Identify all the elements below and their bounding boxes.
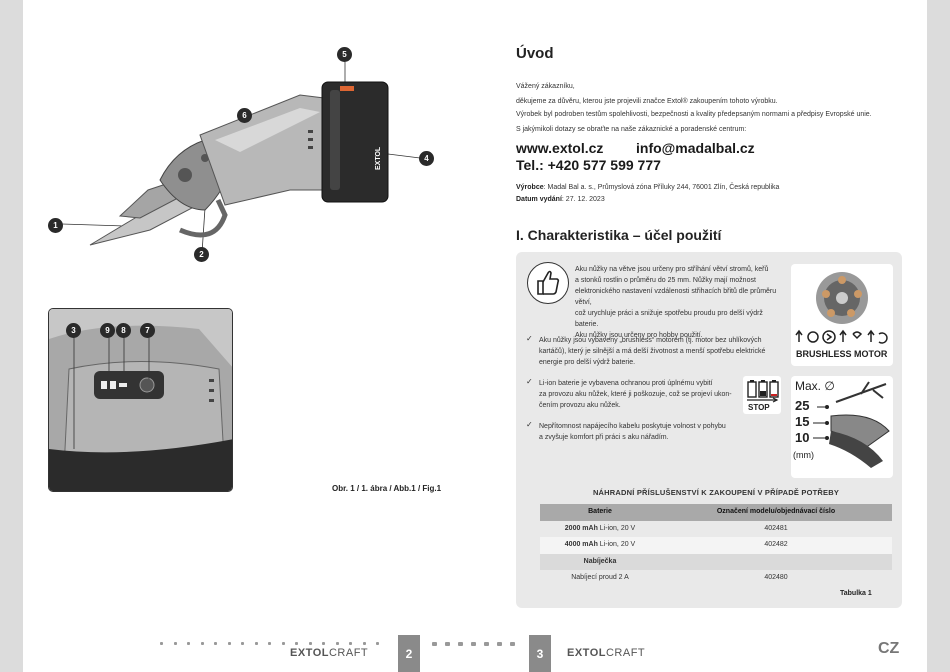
intro-line: Výrobek byl podroben testům spolehlivosti, bezpečnosti a kvality předepsaným normami a předpisy Evropské unie. <box>516 111 872 118</box>
purpose-line: elektronického nastavení vzdálenosti střihacích břitů dle průměru větví, <box>575 288 777 306</box>
table-cell: 402481 <box>764 524 788 532</box>
purpose-line: Aku nůžky jsou určeny pro hobby použití. <box>575 332 703 339</box>
intro-text <box>516 80 896 136</box>
phone-number: Tel.: +420 577 599 777 <box>516 157 661 173</box>
callout-8: 8 <box>116 323 131 338</box>
checkmark-icon: ✓ <box>526 377 533 386</box>
feature-line: za provozu aku nůžek, které ji poškozuje, což se projeví ukon- <box>539 391 732 398</box>
table-header-cell: Baterie <box>588 508 612 515</box>
table-cell: 402480 <box>764 574 788 581</box>
footer-dot <box>309 642 312 645</box>
footer-dot <box>268 642 271 645</box>
footer-dot <box>187 642 190 645</box>
page-edge-right <box>927 0 950 672</box>
footer-dot <box>376 642 379 645</box>
footer-dot <box>214 642 217 645</box>
email-link[interactable]: info@madalbal.cz <box>636 140 755 156</box>
callout-7: 7 <box>140 323 155 338</box>
callout-5: 5 <box>337 47 352 62</box>
feature-line: Nepřítomnost napájecího kabelu poskytuje volnost v pohybu <box>539 423 726 430</box>
heading-characteristics: I. Charakteristika – účel použití <box>516 227 722 243</box>
thumbs-up-icon <box>527 262 569 304</box>
footer-dot <box>336 642 339 645</box>
tool-illustration <box>40 40 470 280</box>
footer-dot <box>432 642 437 646</box>
footer-dot <box>497 642 502 646</box>
intro-line: Vážený zákazníku, <box>516 83 575 90</box>
feature-battery-protection <box>539 378 739 411</box>
max-value-10: 10 <box>795 430 810 445</box>
footer-dot <box>363 642 366 645</box>
max-unit: (mm) <box>793 450 814 460</box>
footer-dot <box>322 642 325 645</box>
footer-dot <box>255 642 258 645</box>
stop-label: STOP <box>748 403 770 412</box>
language-code: CZ <box>878 640 900 657</box>
accessories-table <box>540 504 892 587</box>
footer-dot <box>160 642 163 645</box>
manufacturer-label: Výrobce <box>516 184 544 191</box>
footer-dot <box>295 642 298 645</box>
table-note: Tabulka 1 <box>840 590 872 597</box>
intro-line: děkujeme za důvěru, kterou jste projevili značce Extol® zakoupením tohoto výrobku. <box>516 98 778 105</box>
footer-dot <box>471 642 476 646</box>
heading-uvod: Úvod <box>516 45 554 62</box>
footer-dot <box>349 642 352 645</box>
callout-4: 4 <box>419 151 434 166</box>
feature-line: a zvyšuje komfort při práci s aku nářadím. <box>539 434 669 441</box>
callout-3: 3 <box>66 323 81 338</box>
table-row <box>540 570 892 587</box>
footer-dots-left <box>160 642 390 646</box>
tool-brand-text: EXTOL <box>375 146 382 170</box>
feature-line: kartáčů), který je silnější a má delší životnost a menší spotřebu elektrické <box>539 348 766 355</box>
max-diameter-label: Max. ∅ <box>795 379 835 393</box>
max-value-15: 15 <box>795 414 810 429</box>
purpose-line: Aku nůžky na větve jsou určeny pro stříhání větví stromů, keřů <box>575 266 769 273</box>
purpose-paragraph <box>575 264 785 341</box>
footer-dot <box>445 642 450 646</box>
website-link[interactable]: www.extol.cz <box>516 140 604 156</box>
feature-brushless <box>539 335 784 368</box>
callout-6: 6 <box>237 108 252 123</box>
footer-dot <box>174 642 177 645</box>
max-value-25: 25 <box>795 398 810 413</box>
footer-dot <box>241 642 244 645</box>
purpose-line: což urychluje práci a snižuje spotřebu proudu pro delší výdrž baterie. <box>575 310 763 328</box>
table-cell: 2000 mAh Li-ion, 20 V <box>564 524 636 532</box>
battery-stop-icon <box>743 376 781 414</box>
manufacturer-info <box>516 182 779 206</box>
footer-dot <box>510 642 515 646</box>
page-edge-left <box>0 0 23 672</box>
footer-dot <box>228 642 231 645</box>
table-subheader-row <box>540 554 892 571</box>
footer-brand-right: EXTOLCRAFT <box>567 647 646 659</box>
page-number-right: 3 <box>529 635 551 672</box>
callout-9: 9 <box>100 323 115 338</box>
issue-date-label: Datum vydání <box>516 196 562 203</box>
purpose-line: a stonků rostlin o průměru do 25 mm. Nůžky mají možnost <box>575 277 756 284</box>
figure-caption: Obr. 1 / 1. ábra / Abb.1 / Fig.1 <box>332 484 442 493</box>
table-subheader-cell: Nabíječka <box>583 557 617 565</box>
feature-line: energie pro delší výdrž baterie. <box>539 359 636 366</box>
feature-line: Aku nůžky jsou vybaveny „brushless“ motorem (tj. motor bez uhlíkových <box>539 337 762 344</box>
table-row <box>540 537 892 554</box>
table-cell: 4000 mAh Li-ion, 20 V <box>564 541 636 548</box>
table-header-cell: Označení modelu/objednávací číslo <box>716 508 836 515</box>
footer-dot <box>458 642 463 646</box>
brushless-motor-label: BRUSHLESS MOTOR <box>796 349 888 359</box>
issue-date-value: : 27. 12. 2023 <box>561 196 605 203</box>
footer-dot <box>282 642 285 645</box>
callout-1: 1 <box>48 218 63 233</box>
table-cell: Nabíjecí proud 2 A <box>571 574 629 581</box>
accessories-table-title: NÁHRADNÍ PŘÍSLUŠENSTVÍ K ZAKOUPENÍ V PŘÍPADĚ POTŘEBY <box>592 488 840 497</box>
footer-dot <box>484 642 489 646</box>
manufacturer-value: : Madal Bal a. s., Průmyslová zóna Příluky 244, 76001 Zlín, Česká republika <box>543 184 780 191</box>
intro-line: S jakýmikoli dotazy se obraťte na naše zákaznické a poradenské centrum: <box>516 126 747 133</box>
footer-brand-left: EXTOLCRAFT <box>290 647 369 659</box>
checkmark-icon: ✓ <box>526 334 533 343</box>
checkmark-icon: ✓ <box>526 420 533 429</box>
callout-2: 2 <box>194 247 209 262</box>
footer-dots-right <box>432 642 522 646</box>
footer-dot <box>201 642 204 645</box>
table-cell: 402482 <box>764 541 788 548</box>
page-number-left: 2 <box>398 635 420 672</box>
table-header-row <box>540 504 892 521</box>
feature-line: Li-ion baterie je vybavena ochranou proti úplnému vybití <box>539 380 713 387</box>
feature-cordless <box>539 421 739 443</box>
feature-line: čením provozu aku nůžek. <box>539 402 621 409</box>
table-row <box>540 521 892 538</box>
